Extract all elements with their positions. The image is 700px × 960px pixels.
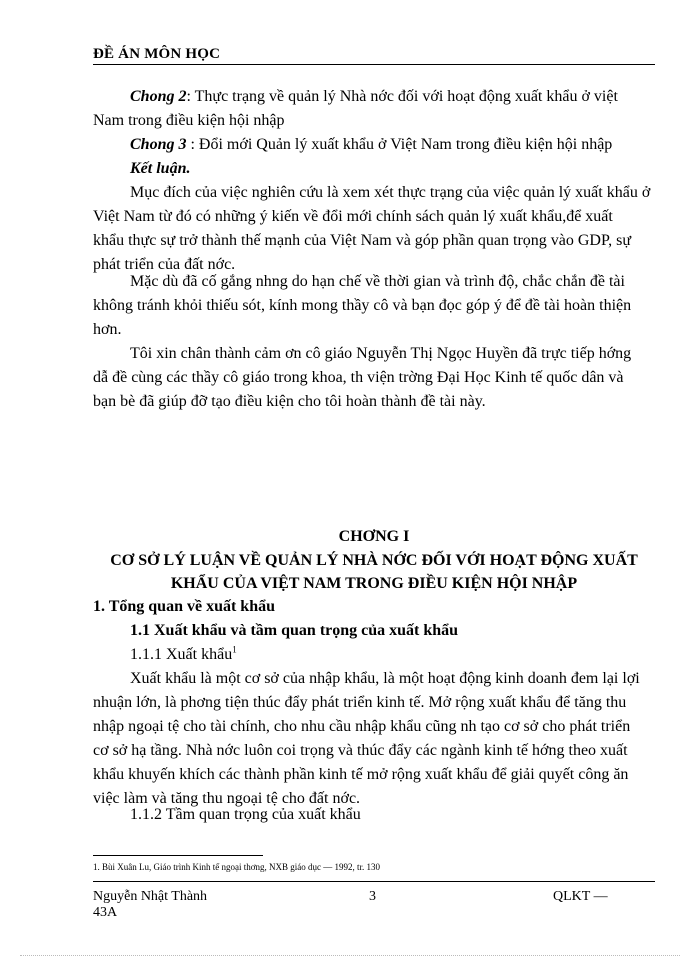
limits-line: không tránh khỏi thiếu sót, kính mong thầy cô và bạn đọc góp ý để đề tài hoàn thiện [93, 297, 632, 314]
thanks-line: dẫ đề cùng các thầy cô giáo trong khoa, th viện trờng Đại Học Kinh tế quốc dân và [93, 369, 624, 386]
footer-author: Nguyễn Nhật Thành [93, 889, 208, 904]
section-1-1-2-heading: 1.1.2 Tầm quan trọng của xuất khẩu [130, 806, 361, 823]
body-line: khẩu khuyến khích các thành phần kinh tế mở rộng xuất khẩu để giải quyết công ăn [93, 766, 629, 783]
header-rule [93, 64, 655, 65]
conclusion-label: Kết luận. [130, 160, 191, 177]
page-number: 3 [369, 889, 376, 904]
page-header-title: ĐỀ ÁN MÔN HỌC [93, 46, 221, 62]
purpose-line: phát triển của đất nớc. [93, 256, 236, 273]
footnote-text: 1. Bùi Xuân Lu, Giáo trình Kinh tế ngoại thơng, NXB giáo dục — 1992, tr. 130 [93, 862, 380, 872]
thanks-line: Tôi xin chân thành cảm ơn cô giáo Nguyễn Thị Ngọc Huyền đã trực tiếp hớng [130, 345, 632, 362]
footer-rule [93, 881, 655, 882]
section-1-1-1-heading: 1.1.1 Xuất khẩu$^1$ [130, 644, 237, 663]
footnote-ref: 1 [232, 644, 237, 655]
footnote-rule [93, 855, 263, 856]
purpose-line: Việt Nam từ đó có những ý kiến về đổi mới chính sách quản lý xuất khẩu,để xuất [93, 208, 613, 225]
page-edge-divider [20, 955, 680, 956]
limits-line: hơn. [93, 321, 122, 338]
purpose-line: Mục đích của việc nghiên cứu là xem xét thực trạng của việc quản lý xuất khẩu ở [130, 184, 651, 201]
limits-line: Mặc dù đã cố gắng nhng do hạn chế về thời gian và trình độ, chắc chắn đề tài [130, 273, 625, 290]
purpose-line: khẩu thực sự trở thành thế mạnh của Việt Nam và góp phần quan trọng vào GDP, sự [93, 232, 632, 249]
footer-course: QLKT — [553, 889, 608, 904]
chapter3-outline: Chong 3 : Đổi mới Quản lý xuất khẩu ở Việt Nam trong điều kiện hội nhập [130, 136, 613, 153]
footer-class: 43A [93, 905, 118, 920]
body-line: Xuất khẩu là một cơ sở của nhập khẩu, là một hoạt động kinh doanh đem lại lợi [130, 670, 640, 687]
chapter2-outline: Chong 2: Thực trạng về quản lý Nhà nớc đối với hoạt động xuất khẩu ở việt [130, 88, 618, 105]
body-line: nhập ngoại tệ cho tài chính, cho nhu cầu nhập khẩu cũng nh tạo cơ sở cho phát triển [93, 718, 631, 735]
body-line: cơ sở hạ tầng. Nhà nớc luôn coi trọng và thúc đẩy các ngành kinh tế hớng theo xuất [93, 742, 628, 759]
chapter2-outline-cont: Nam trong điều kiện hội nhập [93, 112, 285, 129]
chapter-number: CHƠNG I [338, 528, 410, 545]
section-1-heading: 1. Tổng quan về xuất khẩu [93, 598, 275, 615]
chapter-title-line2: KHẨU CỦA VIỆT NAM TRONG ĐIỀU KIỆN HỘI NHẬP [170, 575, 578, 592]
body-line: nhuận lớn, là phơng tiện thúc đẩy phát triển kinh tế. Mở rộng xuất khẩu để tăng thu [93, 694, 627, 711]
chapter-title-line1: CƠ SỞ LÝ LUẬN VỀ QUẢN LÝ NHÀ NỚC ĐỐI VỚI HOẠT ĐỘNG XUẤT [110, 552, 638, 569]
section-1-1-heading: 1.1 Xuất khẩu và tầm quan trọng của xuất khẩu [130, 622, 459, 639]
thanks-line: bạn bè đã giúp đỡ tạo điều kiện cho tôi hoàn thành đề tài này. [93, 393, 486, 410]
body-line: việc làm và tăng thu ngoại tệ cho đất nớc. [93, 790, 361, 807]
